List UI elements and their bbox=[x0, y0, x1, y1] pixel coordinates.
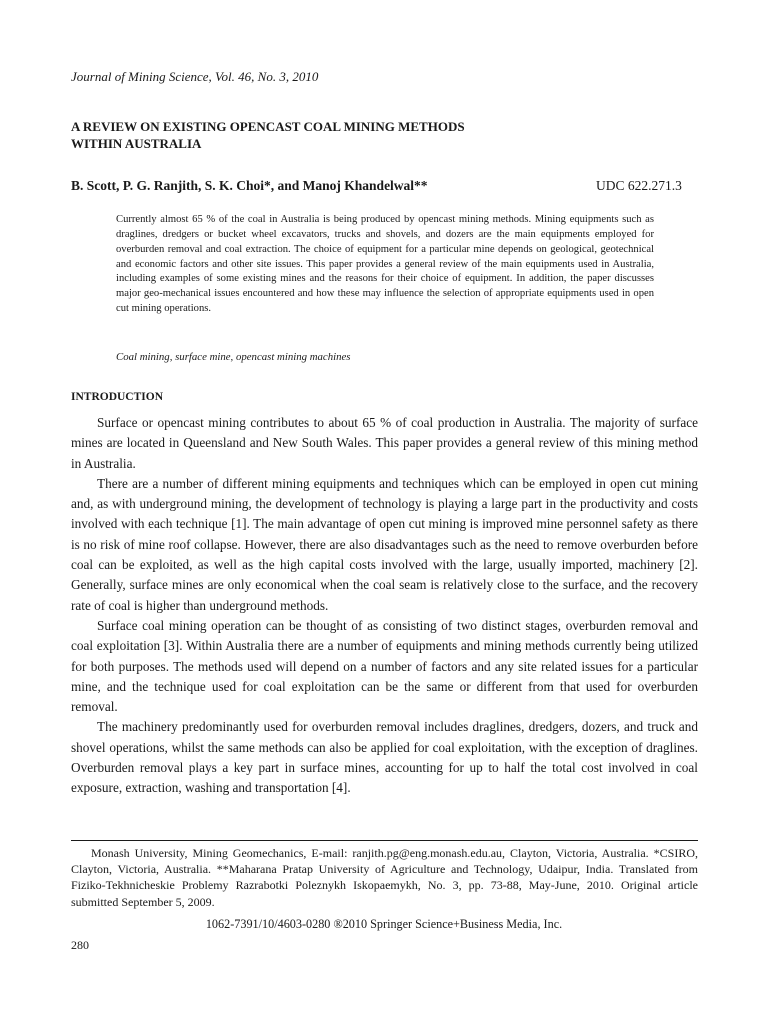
abstract: Currently almost 65 % of the coal in Australia is being produced by opencast mining methods. Mining equipments such as draglines, dredgers or bucket wheel excavators, trucks and shovels, and dozers are the main equipments employed for overburden removal and coal extraction. The choice of equipment for a particular mine depends on geological, geotechnical and economic factors and other site issues. This paper provides a general review of the main equipments used in Australia, including examples of some existing mines and the reasons for their choice of equipment. In addition, the paper discusses major geo-mechanical issues encountered and how these may influence the selection of appropriate equipments used in open cut mining operations. bbox=[116, 214, 654, 315]
issn-copyright-line: 1062-7391/10/4603-0280 ®2010 Springer Science+Business Media, Inc. bbox=[205, 917, 563, 931]
article-title bbox=[71, 118, 591, 152]
paragraph: The machinery predominantly used for overburden removal includes draglines, dredgers, dozers, and truck and shovel operations, whilst the same methods can also be applied for coal exploitation, with the exception of draglines. Overburden removal plays a key part in surface mines, accounting for up to half the total cost involved in coal exposure, extraction, washing and transportation [4]. bbox=[71, 719, 698, 796]
paragraph: There are a number of different mining equipments and techniques which can be employed in open cut mining and, as with underground mining, the development of technology is playing a large part in the productivity and costs involved with each technique [1]. The main advantage of open cut mining is improved mine personnel safety as there is no risk of mine roof collapse. However, there are also disadvantages such as the need to remove overburden before coal can be exploited, as well as the high capital costs involved with the large, usually imported, machinery [2]. Generally, surface mines are only economical when the coal seam is relatively close to the surface, and the recovery rate of coal is higher than underground methods. bbox=[71, 475, 698, 613]
author-list: B. Scott, P. G. Ranjith, S. K. Choi*, and Manoj Khandelwal** bbox=[71, 178, 428, 193]
introduction-body bbox=[71, 413, 698, 799]
udc-code: UDC 622.271.3 bbox=[596, 178, 682, 193]
page-number: 280 bbox=[71, 938, 89, 952]
article-title-line-1: A REVIEW ON EXISTING OPENCAST COAL MINING METHODS bbox=[71, 119, 465, 134]
affiliation-footnote: Monash University, Mining Geomechanics, E-mail: ranjith.pg@eng.monash.edu.au, Clayton, Victoria, Australia. *CSIRO, Clayton, Victoria, Australia. **Maharana Pratap University of Agriculture and Technology, Udaipur, India. Translated from Fiziko-Tekhnicheskie Problemy Razrabotki Poleznykh Iskopaemykh, No. 3, pp. 73-88, May-June, 2010. Original article submitted September 5, 2009. bbox=[71, 846, 698, 909]
journal-citation: Journal of Mining Science, Vol. 46, No. 3, 2010 bbox=[71, 69, 319, 84]
paragraph: Surface coal mining operation can be thought of as consisting of two distinct stages, overburden removal and coal exploitation [3]. Within Australia there are a number of equipments and mining methods currently being utilized for both purposes. The methods used will depend on a number of factors and any site related issues for a particular mine, and the technique used for coal exploitation can be the same or different from that used for overburden removal. bbox=[71, 617, 698, 715]
footnote-divider bbox=[71, 840, 698, 841]
article-title-line-2: WITHIN AUSTRALIA bbox=[71, 136, 202, 151]
paragraph: Surface or opencast mining contributes to about 65 % of coal production in Australia. The majority of surface mines are located in Queensland and New South Wales. This paper provides a general review of this mining method in Australia. bbox=[71, 415, 698, 471]
section-heading-introduction: INTRODUCTION bbox=[71, 391, 164, 403]
keywords: Coal mining, surface mine, opencast mining machines bbox=[116, 351, 351, 363]
